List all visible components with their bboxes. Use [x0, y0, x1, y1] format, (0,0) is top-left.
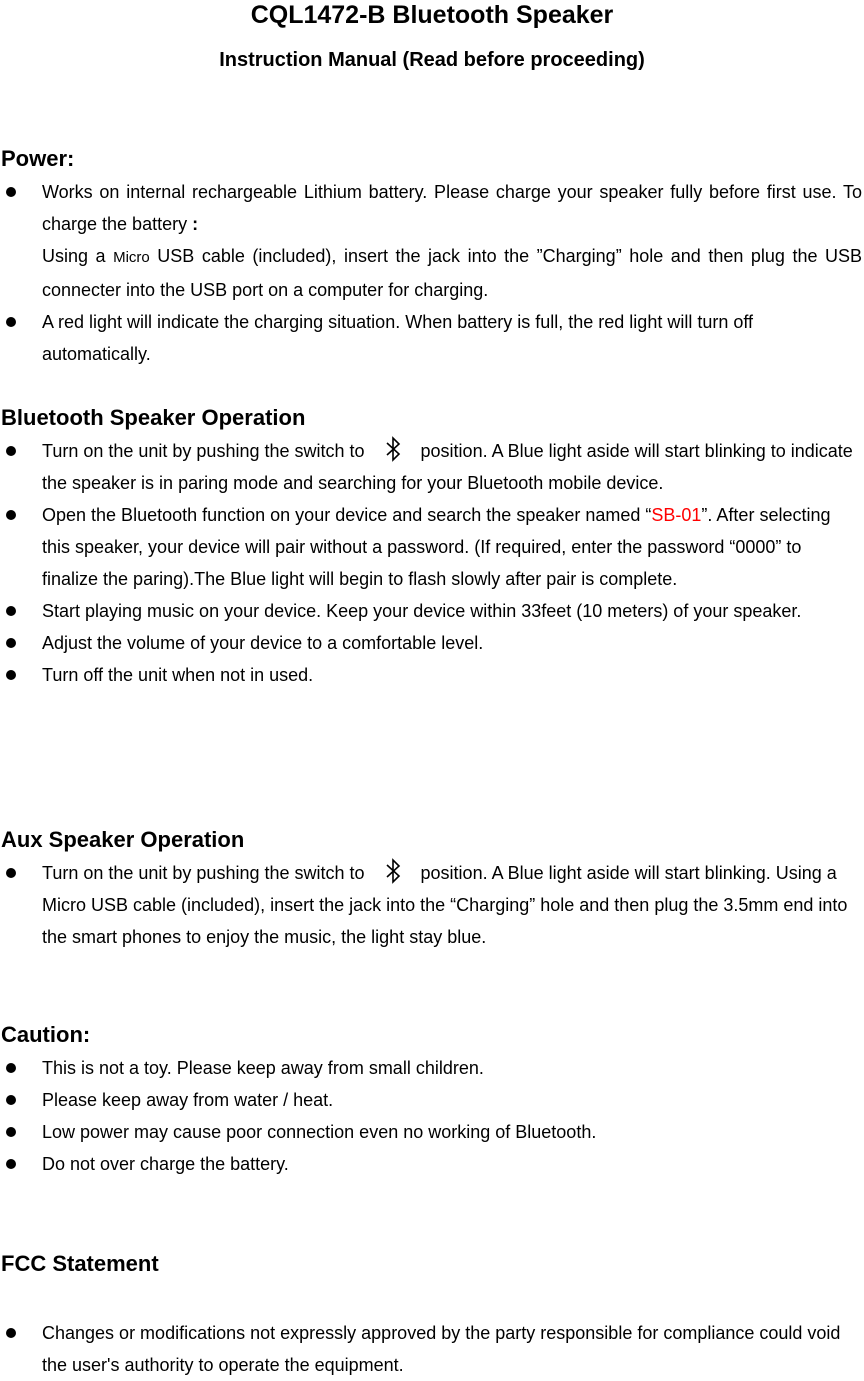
- power-heading: Power:: [1, 146, 75, 171]
- speaker-name: SB-01: [651, 505, 702, 525]
- caution-list: [0, 1052, 862, 1180]
- bluetooth-icon: [370, 858, 416, 886]
- caution-item-text: Do not over charge the battery.: [42, 1154, 289, 1174]
- micro-text: Micro: [113, 249, 150, 266]
- bt-item-text-pre: Open the Bluetooth function on your device and search the speaker named “: [42, 505, 652, 525]
- caution-item-text: Please keep away from water / heat.: [42, 1090, 334, 1110]
- power-item-text: Works on internal rechargeable Lithium battery. Please charge your speaker fully before first use. To charge the battery: [42, 182, 862, 234]
- fcc-list: [0, 1317, 862, 1381]
- list-item: [0, 306, 862, 370]
- list-item: [0, 1052, 862, 1084]
- bt-item-text-pre: Turn on the unit by pushing the switch to: [42, 441, 370, 461]
- document-title: CQL1472-B Bluetooth Speaker: [250, 1, 614, 29]
- list-item: [0, 659, 862, 691]
- list-item: [0, 1084, 862, 1116]
- aux-operation-list: [0, 857, 862, 953]
- bt-item-text-post: ”. After selecting this speaker, your device will pair without a password. (If required, enter the password “0000” to finalize the paring).The Blue light will begin to flash slowly after pair is complete.: [42, 505, 831, 589]
- bullet-icon: [6, 187, 16, 197]
- bluetooth-icon: [370, 436, 416, 464]
- aux-item-text-pre: Turn on the unit by pushing the switch to: [42, 863, 370, 883]
- list-item: [0, 1148, 862, 1180]
- fcc-item-text: Changes or modifications not expressly approved by the party responsible for compliance could void the user's authority to operate the equipment.: [42, 1323, 841, 1375]
- power-item-text-pre: Using a: [42, 246, 114, 266]
- list-item: [0, 1317, 862, 1381]
- caution-heading: Caution:: [1, 1022, 91, 1047]
- bt-item-text-post: position. A Blue light aside will start blinking to indicate the speaker is in paring mode and searching for your Bluetooth mobile device.: [42, 441, 853, 493]
- bullet-icon: [6, 670, 16, 680]
- bullet-icon: [6, 1095, 16, 1105]
- list-item: [0, 595, 862, 627]
- bt-operation-list: [0, 435, 862, 691]
- list-item: [0, 176, 862, 306]
- bullet-icon: [6, 1159, 16, 1169]
- bullet-icon: [6, 317, 16, 327]
- list-item: [0, 435, 862, 499]
- bt-operation-heading: Bluetooth Speaker Operation: [1, 405, 306, 430]
- bullet-icon: [6, 606, 16, 616]
- document-subtitle: Instruction Manual (Read before proceeding): [219, 49, 645, 71]
- bullet-icon: [6, 1127, 16, 1137]
- power-list: [0, 176, 862, 370]
- bullet-icon: [6, 446, 16, 456]
- bt-item-text: Turn off the unit when not in used.: [42, 665, 314, 685]
- list-item: [0, 627, 862, 659]
- bt-item-text: Start playing music on your device. Keep your device within 33feet (10 meters) of your speaker.: [42, 601, 802, 621]
- caution-item-text: Low power may cause poor connection even no working of Bluetooth.: [42, 1122, 597, 1142]
- bullet-icon: [6, 868, 16, 878]
- colon-text: :: [192, 214, 199, 234]
- bullet-icon: [6, 638, 16, 648]
- list-item: [0, 499, 862, 595]
- list-item: [0, 857, 862, 953]
- bt-item-text: Adjust the volume of your device to a comfortable level.: [42, 633, 484, 653]
- caution-item-text: This is not a toy. Please keep away from small children.: [42, 1058, 484, 1078]
- list-item: [0, 1116, 862, 1148]
- power-item-text: A red light will indicate the charging situation. When battery is full, the red light will turn off automatically.: [42, 312, 754, 364]
- power-item-text-post: USB cable (included), insert the jack into the ”Charging” hole and then plug the USB connecter into the USB port on a computer for charging.: [42, 246, 862, 300]
- aux-item-text-post: position. A Blue light aside will start blinking. Using a Micro USB cable (included), insert the jack into the “Charging” hole and then plug the 3.5mm end into the smart phones to enjoy the music, the light stay blue.: [42, 863, 848, 947]
- bullet-icon: [6, 510, 16, 520]
- aux-operation-heading: Aux Speaker Operation: [1, 827, 245, 852]
- fcc-heading: FCC Statement: [1, 1251, 159, 1276]
- bullet-icon: [6, 1063, 16, 1073]
- bullet-icon: [6, 1328, 16, 1338]
